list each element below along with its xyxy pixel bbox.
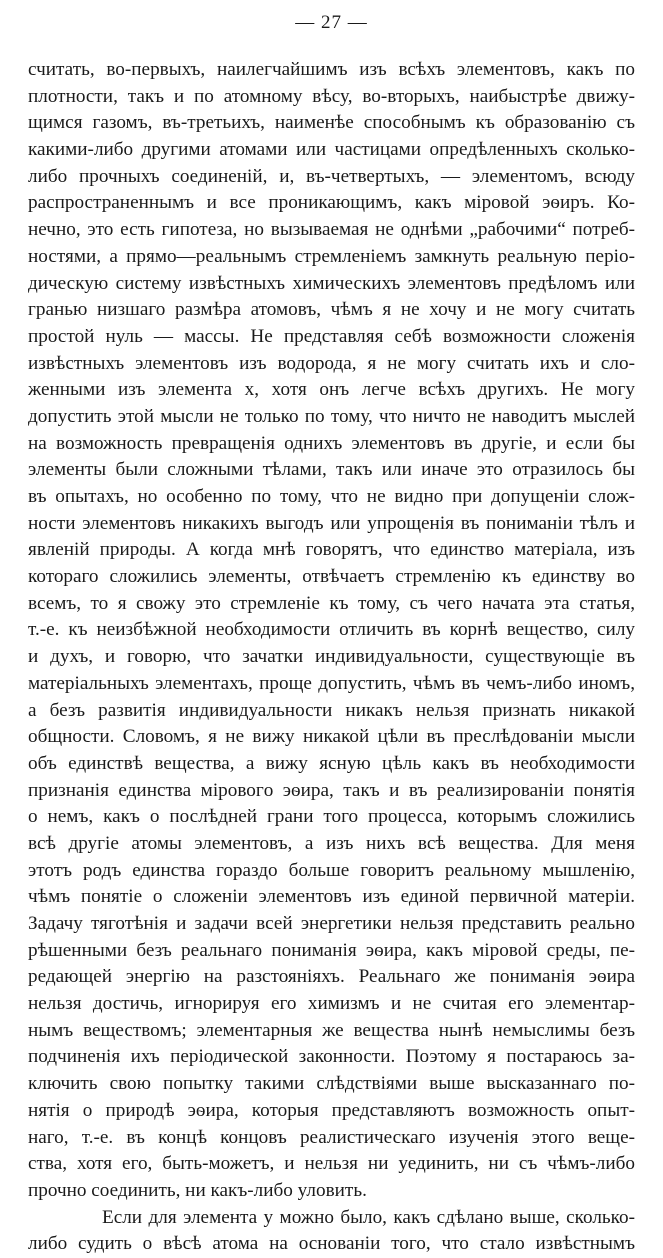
text-line: Если для элемента y можно было, какъ сдѣлано выше, сколько- <box>102 1206 635 1228</box>
text-line: плотности, такъ и по атомному вѣсу, во-вторыхъ, наибыстрѣе движу- <box>28 85 635 107</box>
paragraph-2 <box>28 1205 635 1258</box>
text-line: дическую систему извѣстныхъ химическихъ элементовъ предѣломъ или <box>28 272 635 294</box>
text-line: наго, т.-е. въ концѣ концовъ реалистическаго изученія этого веще- <box>28 1126 635 1148</box>
text-line: и духъ, и говорю, что зачатки индивидуальности, существующіе въ <box>28 646 635 668</box>
text-line: ностями, а прямо—реальнымъ стремленіемъ замкнуть реальную періо- <box>28 245 635 267</box>
text-line: допустить этой мысли не только по тому, что ничто не наводитъ мыслей <box>28 405 635 427</box>
text-line: чѣмъ понятіе о сложеніи элементовъ изъ единой первичной матеріи. <box>28 886 635 908</box>
text-line: простой нуль — массы. Не представляя себѣ возможности сложенія <box>28 325 635 347</box>
text-line: нымъ веществомъ; элементарныя же вещества нынѣ немыслимы безъ <box>28 1019 635 1041</box>
text-line: этотъ родъ единства гораздо больше говоритъ реальному мышленію, <box>28 859 635 881</box>
text-line: ности элементовъ никакихъ выгодъ или упрощенія въ пониманіи тѣлъ и <box>28 512 635 534</box>
body-text <box>28 57 635 1258</box>
text-line: либо прочныхъ соединеній, и, въ-четвертыхъ, — элементомъ, всюду <box>28 165 635 187</box>
text-line: на возможность превращенія однихъ элементовъ въ другіе, и если бы <box>28 432 635 454</box>
text-line: считать, во-первыхъ, наилегчайшимъ изъ всѣхъ элементовъ, какъ по <box>28 59 635 80</box>
text-line: явленій природы. А когда мнѣ говорятъ, что единство матеріала, изъ <box>28 539 635 561</box>
text-line: гранью низшаго размѣра атомовъ, чѣмъ я не хочу и не могу считать <box>28 299 635 321</box>
text-line: всѣ другіе атомы элементовъ, а изъ нихъ всѣ вещества. Для меня <box>28 832 635 854</box>
text-line: т.-е. къ неизбѣжной необходимости отличить въ корнѣ вещество, силу <box>28 619 635 641</box>
text-line: въ опытахъ, но особенно по тому, что не видно при допущеніи слож- <box>28 486 635 507</box>
text-line: объ единствѣ вещества, а вижу ясную цѣль какъ въ необходимости <box>28 752 635 774</box>
text-line: какими-либо другими атомами или частицами опредѣленныхъ сколько- <box>28 139 635 161</box>
text-line: котораго сложились элементы, отвѣчаетъ стремленію къ единству во <box>28 566 635 588</box>
text-line: о немъ, какъ о послѣдней грани того процесса, которымъ сложились <box>28 806 635 828</box>
text-line: редающей энергію на разстояніяхъ. Реальнаго же пониманія эѳира <box>28 966 635 988</box>
text-line: извѣстныхъ элементовъ изъ водорода, я не могу считать ихъ и сло- <box>28 352 635 374</box>
text-line: ства, хотя его, быть-можетъ, и нельзя ни уединить, ни съ чѣмъ-либо <box>28 1153 635 1175</box>
text-line: рѣшенными безъ реальнаго пониманія эѳира, какъ міровой среды, пе- <box>28 939 635 961</box>
text-line: нельзя достичь, игнорируя его химизмъ и не считая его элементар- <box>28 993 635 1015</box>
text-line: всемъ, то я свожу это стремленіе къ тому, съ чего начата эта статья, <box>28 592 635 614</box>
text-line: щимся газомъ, въ-третьихъ, наименѣе способнымъ къ образованію съ <box>28 112 635 134</box>
text-line: нечно, это есть гипотеза, но вызываемая не однѣми „рабочими“ потреб- <box>28 219 635 241</box>
text-line: нятія о природѣ эѳира, которыя представляютъ возможность опыт- <box>28 1099 635 1121</box>
text-line: прочно соединить, ни какъ-либо уловить. <box>28 1179 367 1201</box>
paragraph-1 <box>28 57 635 1205</box>
text-line: подчиненія ихъ періодической законности. Поэтому я постараюсь за- <box>28 1046 635 1068</box>
text-line: либо судить о вѣсѣ атома на основаніи того, что стало извѣстнымъ <box>28 1233 635 1255</box>
text-line: элементы были сложными тѣлами, такъ или иначе это отразилось бы <box>28 459 635 481</box>
text-line: общности. Словомъ, я не вижу никакой цѣли въ преслѣдованіи мысли <box>28 726 635 748</box>
text-line: женными изъ элемента x, хотя онъ легче всѣхъ другихъ. Не могу <box>28 379 635 401</box>
text-line: а безъ развитія индивидуальности никакъ нельзя признать никакой <box>28 699 635 721</box>
text-line: ключить свою попытку такими слѣдствіями выше высказаннаго по- <box>28 1073 635 1095</box>
text-line: признанія единства міровогo эѳира, такъ и въ реализированіи понятія <box>28 779 635 801</box>
text-line: матеріальныхъ элементахъ, проще допустить, чѣмъ въ чемъ-либо иномъ, <box>28 672 635 694</box>
page-number: — 27 — <box>295 12 368 33</box>
text-line: Задачу тяготѣнія и задачи всей энергетики нельзя представить реально <box>28 913 635 934</box>
text-line: распространеннымъ и все проникающимъ, какъ міровой эѳиръ. Ко- <box>28 192 635 214</box>
